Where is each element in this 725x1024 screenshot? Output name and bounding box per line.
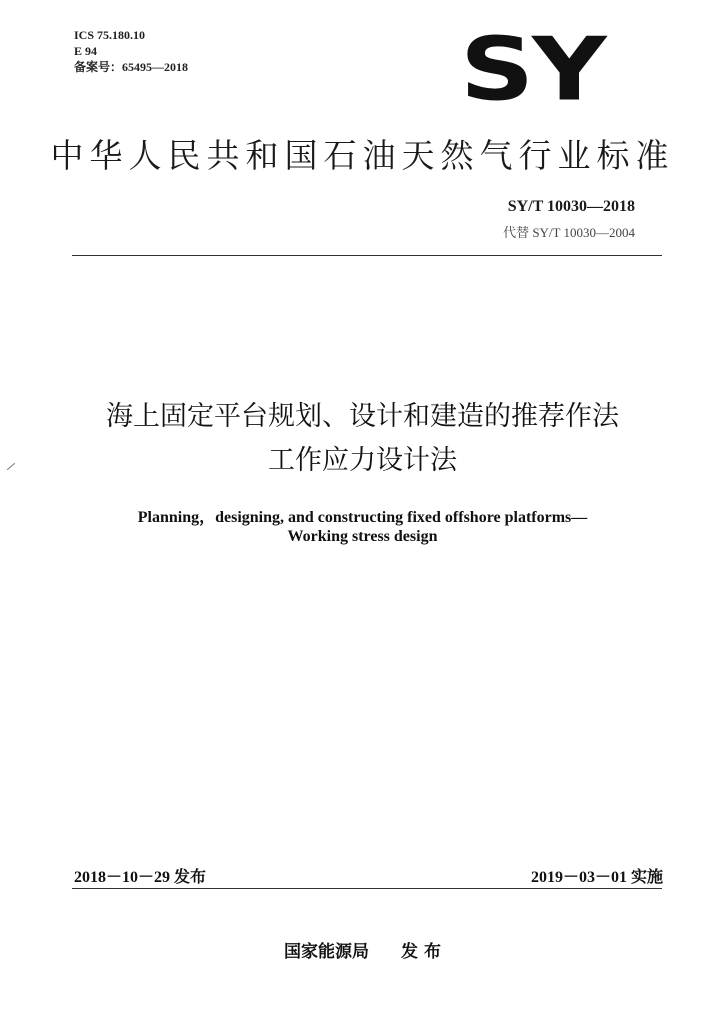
issuer-action: 发 布 (401, 942, 441, 962)
title-en-line1: Planning，designing, and constructing fixed offshore platforms— (137, 509, 588, 526)
issuer-line (0, 937, 725, 962)
ics-code: ICS 75.180.10 (74, 28, 146, 42)
header-divider (72, 255, 662, 256)
standard-category: 中华人民共和国石油天然气行业标准 (50, 136, 675, 175)
issue-date: 2018－10－29 发布 (74, 869, 207, 886)
standard-number: SY/T 10030—2018 (507, 198, 635, 215)
title-cn-line2: 工作应力设计法 (268, 445, 457, 476)
filing-number: 备案号：65495—2018 (74, 60, 189, 74)
implementation-date: 2019－03－01 实施 (530, 869, 663, 886)
title-cn-line1: 海上固定平台规划、设计和建造的推荐作法 (106, 401, 619, 432)
metadata-block (74, 27, 188, 75)
footer-divider (72, 888, 662, 889)
title-en-line2: Working stress design (287, 528, 438, 545)
replaces-standard: 代替 SY/T 10030—2004 (503, 225, 635, 240)
issuer-name: 国家能源局 (284, 942, 370, 962)
ccs-code: E 94 (74, 44, 98, 58)
sy-logo: SY (460, 18, 605, 121)
